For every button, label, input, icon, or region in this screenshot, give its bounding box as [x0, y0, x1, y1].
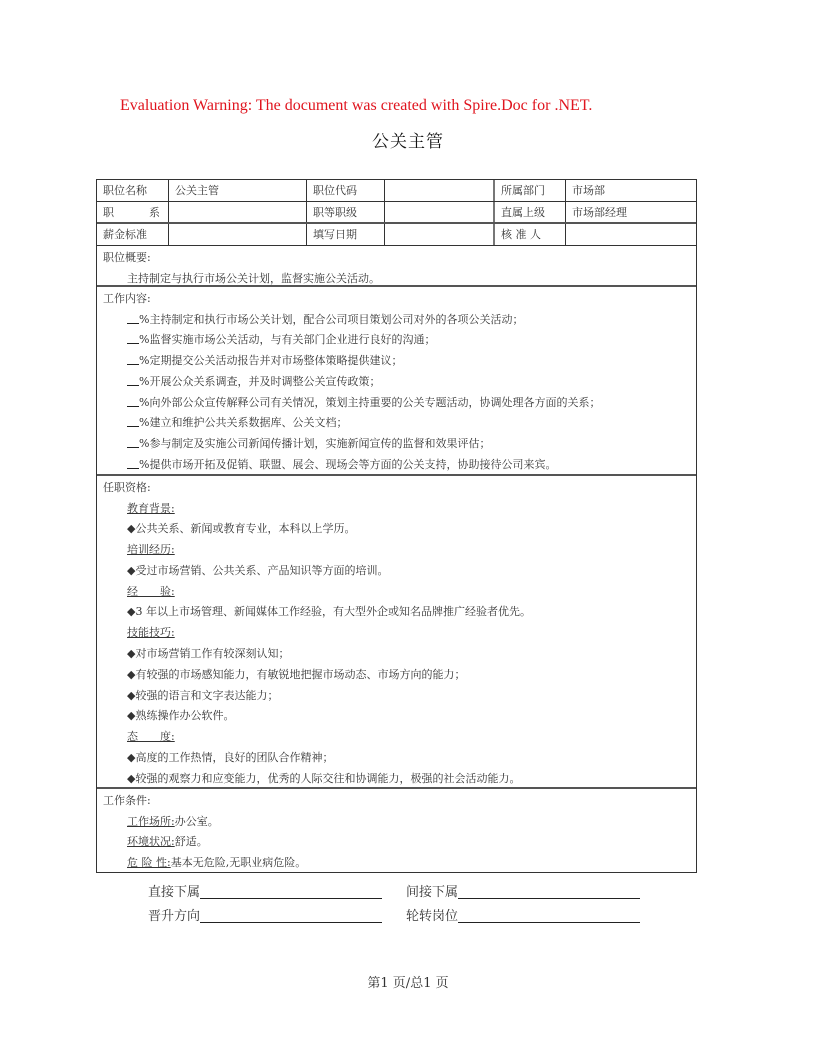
footer-row: [148, 902, 668, 926]
value-position-name: 公关主管: [169, 180, 307, 201]
rotation-position-blank[interactable]: [458, 908, 640, 923]
condition-item: 工作场所:办公室。: [127, 814, 219, 828]
qual-group-title: 培训经历:: [127, 543, 175, 557]
qual-bullet: ◆较强的语言和文字表达能力；: [127, 688, 279, 702]
qual-bullet: ◆高度的工作热情，良好的团队合作精神；: [127, 751, 334, 765]
qualifications-label: 任职资格:: [103, 481, 151, 494]
indirect-reports-blank[interactable]: [458, 884, 640, 899]
field-indirect-reports[interactable]: [406, 884, 664, 902]
label-fill-date: 填写日期: [307, 224, 385, 245]
qual-bullet: ◆有较强的市场感知能力，有敏锐地把握市场动态、市场方向的能力；: [127, 667, 466, 681]
label-job-family: [97, 202, 169, 222]
duty-item: %向外部公众宣传解释公司有关情况，策划主持重要的公关专题活动，协调处理各方面的关系；: [103, 393, 696, 414]
label-job-family-part1: 职: [103, 206, 114, 219]
value-salary: [169, 224, 307, 245]
value-approver: [566, 224, 696, 245]
job-description-table: [96, 179, 697, 873]
qual-bullet: ◆熟练操作办公软件。: [127, 709, 235, 723]
footer-fields: [148, 878, 668, 926]
duty-item: %主持制定和执行市场公关计划，配合公司项目策划公司对外的各项公关活动；: [103, 310, 696, 331]
condition-item: 环境状况:舒适。: [127, 835, 208, 849]
qual-bullet: ◆对市场营销工作有较深刻认知；: [127, 647, 290, 661]
conditions-label: 工作条件:: [103, 794, 151, 807]
direct-reports-blank[interactable]: [200, 884, 382, 899]
section-qualifications: [97, 476, 696, 789]
duty-item: %开展公众关系调查，并及时调整公关宣传政策；: [103, 372, 696, 393]
value-department: 市场部: [572, 184, 605, 197]
indirect-reports-label: 间接下属: [406, 885, 459, 900]
label-position-code: 职位代码: [307, 180, 385, 201]
condition-item: 危 险 性:基本无危险,无职业病危险。: [127, 856, 307, 870]
label-supervisor: 直属上级: [495, 202, 566, 222]
field-promotion-path[interactable]: [148, 908, 406, 926]
label-approver: 核 准 人: [495, 224, 566, 245]
field-rotation-position[interactable]: [406, 908, 664, 926]
section-summary: [97, 246, 696, 287]
qual-bullet: ◆3 年以上市场管理、新闻媒体工作经验，有大型外企或知名品牌推广经验者优先。: [127, 605, 531, 619]
field-direct-reports[interactable]: [148, 884, 406, 902]
label-job-family-part2: 系: [149, 206, 160, 219]
evaluation-warning: Evaluation Warning: The document was created with Spire.Doc for .NET.: [120, 97, 593, 114]
table-row: [97, 202, 696, 224]
qual-group-title: 教育背景:: [127, 501, 175, 515]
rotation-position-label: 轮转岗位: [406, 909, 459, 924]
footer-row: [148, 878, 668, 902]
label-position-name: 职位名称: [97, 180, 169, 201]
duties-label: 工作内容:: [103, 292, 151, 305]
document-title: 公关主管: [372, 132, 444, 152]
qual-group-title: 技能技巧:: [127, 626, 175, 640]
qual-group-title: 经 验:: [127, 584, 175, 598]
direct-reports-label: 直接下属: [148, 885, 201, 900]
duty-item: %建立和维护公共关系数据库、公关文档；: [103, 413, 696, 434]
summary-label: 职位概要:: [103, 251, 151, 264]
qual-group-title: 态 度:: [127, 730, 175, 744]
value-job-family: [169, 202, 307, 222]
table-row: [97, 224, 696, 246]
promotion-path-blank[interactable]: [200, 908, 382, 923]
qual-bullet: ◆较强的观察力和应变能力，优秀的人际交往和协调能力，极强的社会活动能力。: [127, 771, 521, 785]
table-row: [97, 180, 696, 202]
label-grade: 职等职级: [307, 202, 385, 222]
value-position-code: [385, 180, 495, 201]
page-number: 第1 页/总1 页: [367, 976, 449, 991]
duty-item: %监督实施市场公关活动，与有关部门企业进行良好的沟通；: [103, 330, 696, 351]
qual-bullet: ◆受过市场营销、公共关系、产品知识等方面的培训。: [127, 563, 389, 577]
promotion-path-label: 晋升方向: [148, 909, 201, 924]
duty-item: %定期提交公关活动报告并对市场整体策略提供建议；: [103, 351, 696, 372]
summary-text: 主持制定与执行市场公关计划，监督实施公关活动。: [127, 271, 380, 285]
value-fill-date: [385, 224, 495, 245]
label-salary: 薪金标准: [97, 224, 169, 245]
value-grade: [385, 202, 495, 222]
qual-bullet: ◆公共关系、新闻或教育专业，本科以上学历。: [127, 522, 356, 536]
duty-item: %参与制定及实施公司新闻传播计划，实施新闻宣传的监督和效果评估；: [103, 434, 696, 455]
section-conditions: [97, 789, 696, 872]
value-supervisor: 市场部经理: [572, 206, 627, 219]
label-department: 所属部门: [495, 180, 566, 201]
section-duties: [97, 287, 696, 476]
duty-item: %提供市场开拓及促销、联盟、展会、现场会等方面的公关支持，协助接待公司来宾。: [103, 455, 696, 476]
